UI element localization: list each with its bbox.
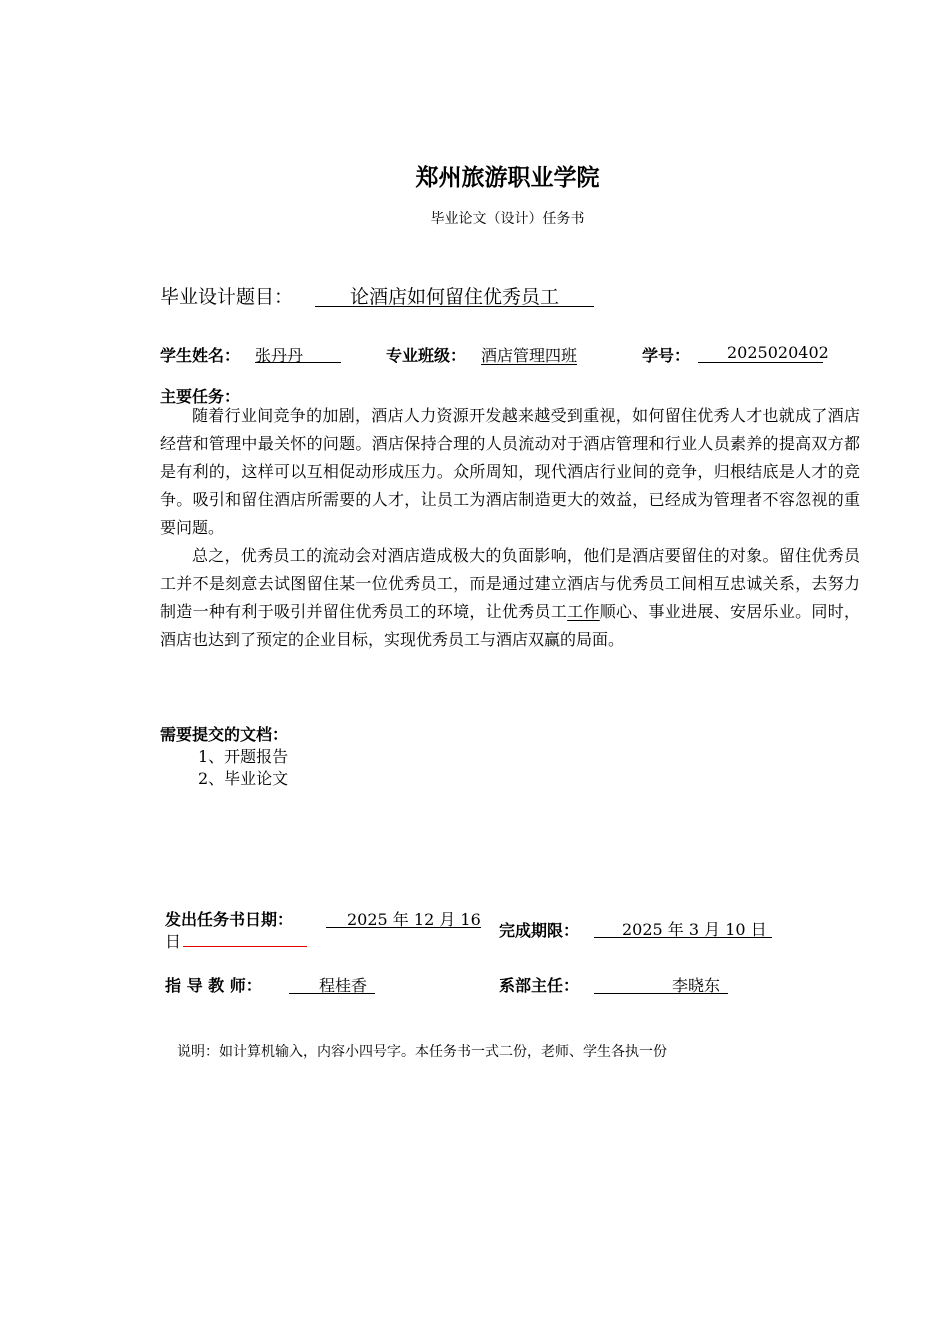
issue-date-underline <box>326 927 481 928</box>
issue-date-value: 2025 年 12 月 16 <box>347 910 481 929</box>
department-head-label: 系部主任： <box>499 976 580 995</box>
advisor-underline <box>289 993 375 994</box>
tasks-paragraph-1: 随着行业间竞争的加剧，酒店人力资源开发越来越受到重视，如何留住优秀人才也就成了酒店经营和管理中最关怀的问题。酒店保持合理的人员流动对于酒店管理和行业人员素养的提高双方都是有利的，这样可以互相促动形成压力。众所周知，现代酒店行业间的竞争，归根结底是人才的竞争。吸引和留住酒店所需要的人才，让员工为酒店制造更大的效益，已经成为管理者不容忽视的重要问题。 <box>160 406 860 537</box>
instructions-note: 说明：如计算机输入，内容小四号字。本任务书一式二份，老师、学生各执一份 <box>177 1044 667 1060</box>
department-head-underline <box>594 993 728 994</box>
topic-label: 毕业设计题目： <box>160 286 294 308</box>
issue-date-red-underline <box>183 946 307 947</box>
advisor-value: 程桂香 <box>319 976 368 995</box>
deadline-underline <box>594 937 772 938</box>
document-item-1: 1、开题报告 <box>198 747 289 766</box>
department-head-value: 李晓东 <box>672 976 721 995</box>
class-value: 酒店管理四班 <box>481 346 578 365</box>
documents-label: 需要提交的文档： <box>160 725 289 744</box>
student-name-label: 学生姓名： <box>160 346 241 365</box>
work-link[interactable]: 工作 <box>567 602 600 621</box>
student-id-label: 学号： <box>642 346 691 365</box>
tasks-body <box>160 402 860 654</box>
student-id-underline <box>698 362 823 363</box>
student-name-underline <box>255 362 341 363</box>
document-type-subtitle: 毕业论文（设计）任务书 <box>430 211 585 227</box>
school-title: 郑州旅游职业学院 <box>415 165 600 191</box>
topic-value: 论酒店如何留住优秀员工 <box>350 286 560 308</box>
student-name-value: 张丹丹 <box>255 346 304 365</box>
tasks-label: 主要任务： <box>160 387 241 406</box>
tasks-paragraph-2: 总之，优秀员工的流动会对酒店造成极大的负面影响，他们是酒店要留住的对象。留住优秀员工并不是刻意去试图留住某一位优秀员工，而是通过建立酒店与优秀员工间相互忠诚关系，去努力制造一种有利于吸引并留住优秀员工的环境，让优秀员工工作顺心、事业进展、安居乐业。同时，酒店也达到了预定的企业目标，实现优秀员工与酒店双赢的局面。 <box>160 546 860 649</box>
document-item-2: 2、毕业论文 <box>198 769 289 788</box>
advisor-label: 指 导 教 师： <box>165 976 262 995</box>
issue-date-label: 发出任务书日期： <box>165 910 294 929</box>
issue-date-value-cont: 日 <box>165 932 182 951</box>
topic-underline <box>315 306 594 307</box>
class-label: 专业班级： <box>386 346 467 365</box>
student-id-value: 2025020402 <box>727 343 829 362</box>
deadline-value: 2025 年 3 月 10 日 <box>622 920 767 939</box>
deadline-label: 完成期限： <box>499 921 580 940</box>
